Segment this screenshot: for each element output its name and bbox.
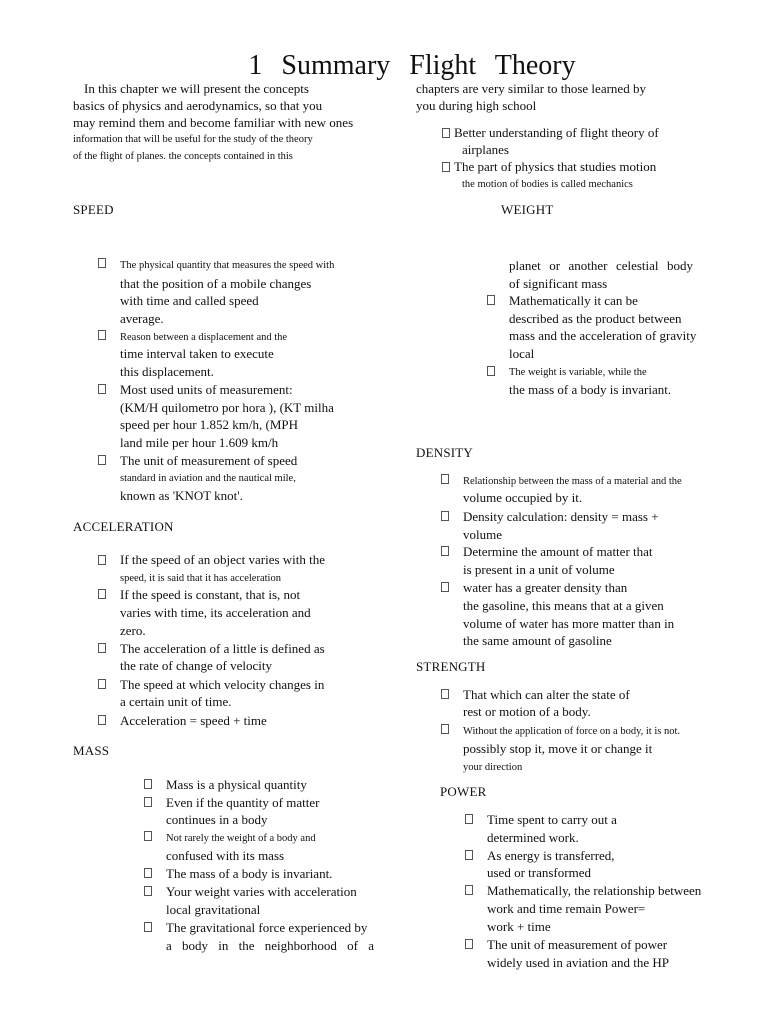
bullet-icon <box>442 162 450 172</box>
intro-line: information that will be useful for the study of the theory <box>73 134 313 145</box>
bullet-text: varies with time, its acceleration and <box>120 605 311 620</box>
bullet-text: speed, it is said that it has acceleration <box>120 573 281 584</box>
bullet-text: local <box>509 346 535 361</box>
bullet-text: The speed at which velocity changes in <box>120 677 325 692</box>
bullet-icon <box>441 546 449 556</box>
bullet-text: speed per hour 1.852 km/h, (MPH <box>120 417 299 432</box>
bullet-icon <box>441 582 449 592</box>
bullet-text: known as 'KNOT knot'. <box>120 488 243 503</box>
intro-line: you during high school <box>416 98 537 113</box>
bullet-icon <box>144 779 152 789</box>
bullet-text: Mass is a physical quantity <box>166 777 307 792</box>
bullet-icon <box>98 589 106 599</box>
bullet-text: determined work. <box>487 830 579 845</box>
intro-line: may remind them and become familiar with new ones <box>73 115 354 130</box>
bullet-icon <box>98 643 106 653</box>
bullet-text: is present in a unit of volume <box>463 562 615 577</box>
bullet-text: the same amount of gasoline <box>463 633 612 648</box>
bullet-icon <box>442 128 450 138</box>
bullet-icon <box>487 366 495 376</box>
bullet-text: The mass of a body is invariant. <box>166 866 333 881</box>
bullet-text: The unit of measurement of speed <box>120 453 298 468</box>
bullet-text: Mathematically, the relationship between <box>487 883 702 898</box>
bullet-text: Without the application of force on a body, it is not. <box>463 726 681 737</box>
section-heading-speed: SPEED <box>73 202 114 217</box>
bullet-icon <box>144 922 152 932</box>
paragraph-line: planet or another celestial body <box>509 258 693 273</box>
bullet-icon <box>441 474 449 484</box>
bullet-icon <box>144 886 152 896</box>
bullet-text: That which can alter the state of <box>463 687 630 702</box>
bullet-icon <box>144 868 152 878</box>
intro-line: chapters are very similar to those learned by <box>416 81 646 96</box>
bullet-text: (KM/H quilometro por hora ), (KT milha <box>120 400 334 415</box>
bullet-text: The acceleration of a little is defined as <box>120 641 325 656</box>
bullet-text: The physical quantity that measures the speed with <box>120 260 335 271</box>
bullet-text: The gravitational force experienced by <box>166 920 368 935</box>
bullet-text: Determine the amount of matter that <box>463 544 653 559</box>
bullet-icon <box>465 850 473 860</box>
bullet-text: Density calculation: density = mass + <box>463 509 659 524</box>
bullet-text: Better understanding of flight theory of <box>454 125 659 140</box>
bullet-text: continues in a body <box>166 812 268 827</box>
bullet-text: Most used units of measurement: <box>120 382 293 397</box>
bullet-text: the mass of a body is invariant. <box>509 382 672 397</box>
section-heading-density: DENSITY <box>416 445 474 460</box>
bullet-text: your direction <box>463 762 523 773</box>
bullet-text: that the position of a mobile changes <box>120 276 312 291</box>
bullet-icon <box>441 511 449 521</box>
bullet-text: The weight is variable, while the <box>509 367 647 378</box>
section-heading-mass: MASS <box>73 743 110 758</box>
bullet-icon <box>465 814 473 824</box>
bullet-text: with time and called speed <box>120 293 259 308</box>
bullet-text: time interval taken to execute <box>120 346 274 361</box>
bullet-icon <box>487 295 495 305</box>
bullet-icon <box>98 384 106 394</box>
bullet-icon <box>441 689 449 699</box>
bullet-icon <box>98 330 106 340</box>
intro-line: In this chapter we will present the concepts <box>84 81 309 96</box>
bullet-text: Mathematically it can be <box>509 293 638 308</box>
bullet-text: If the speed is constant, that is, not <box>120 587 301 602</box>
bullet-text: zero. <box>120 623 146 638</box>
bullet-icon <box>441 724 449 734</box>
bullet-text: Not rarely the weight of a body and <box>166 833 316 844</box>
bullet-icon <box>465 939 473 949</box>
bullet-text: standard in aviation and the nautical mile, <box>120 473 296 484</box>
bullet-text: airplanes <box>462 142 509 157</box>
page-title: 1 Summary Flight Theory <box>248 50 576 81</box>
bullet-text: possibly stop it, move it or change it <box>463 741 653 756</box>
section-heading-acceleration: ACCELERATION <box>73 519 174 534</box>
bullet-text: work + time <box>487 919 551 934</box>
bullet-text: land mile per hour 1.609 km/h <box>120 435 279 450</box>
bullet-text: work and time remain Power= <box>487 901 646 916</box>
section-heading-power: POWER <box>440 784 487 799</box>
intro-line: of the flight of planes. the concepts contained in this <box>73 151 293 162</box>
paragraph-line: of significant mass <box>509 276 608 291</box>
bullet-text: widely used in aviation and the HP <box>487 955 669 970</box>
intro-line: basics of physics and aerodynamics, so that you <box>73 98 323 113</box>
bullet-icon <box>98 455 106 465</box>
bullet-text: the motion of bodies is called mechanics <box>462 179 633 190</box>
bullet-text: volume <box>463 527 502 542</box>
bullet-text: Your weight varies with acceleration <box>166 884 357 899</box>
bullet-icon <box>465 885 473 895</box>
bullet-text: water has a greater density than <box>463 580 628 595</box>
bullet-text: Relationship between the mass of a material and the <box>463 476 682 487</box>
bullet-text: The part of physics that studies motion <box>454 159 657 174</box>
bullet-icon <box>98 679 106 689</box>
bullet-text: rest or motion of a body. <box>463 704 591 719</box>
bullet-text: local gravitational <box>166 902 261 917</box>
bullet-text: volume of water has more matter than in <box>463 616 675 631</box>
bullet-text: volume occupied by it. <box>463 490 583 505</box>
bullet-text: If the speed of an object varies with the <box>120 552 326 567</box>
bullet-text: the gasoline, this means that at a given <box>463 598 664 613</box>
bullet-icon <box>98 715 106 725</box>
bullet-text: As energy is transferred, <box>487 848 615 863</box>
bullet-text: Time spent to carry out a <box>487 812 617 827</box>
bullet-icon <box>98 258 106 268</box>
bullet-text: average. <box>120 311 164 326</box>
section-heading-weight: WEIGHT <box>501 202 554 217</box>
bullet-text: a body in the neighborhood of a <box>166 938 374 953</box>
bullet-text: Acceleration = speed + time <box>120 713 267 728</box>
bullet-icon <box>144 831 152 841</box>
bullet-icon <box>144 797 152 807</box>
bullet-text: confused with its mass <box>166 848 285 863</box>
bullet-text: The unit of measurement of power <box>487 937 668 952</box>
bullet-text: this displacement. <box>120 364 214 379</box>
bullet-icon <box>98 555 106 565</box>
bullet-text: used or transformed <box>487 865 591 880</box>
bullet-text: Even if the quantity of matter <box>166 795 320 810</box>
section-heading-strength: STRENGTH <box>416 659 486 674</box>
bullet-text: Reason between a displacement and the <box>120 332 288 343</box>
bullet-text: described as the product between <box>509 311 682 326</box>
bullet-text: mass and the acceleration of gravity <box>509 328 697 343</box>
bullet-text: a certain unit of time. <box>120 694 232 709</box>
bullet-text: the rate of change of velocity <box>120 658 272 673</box>
